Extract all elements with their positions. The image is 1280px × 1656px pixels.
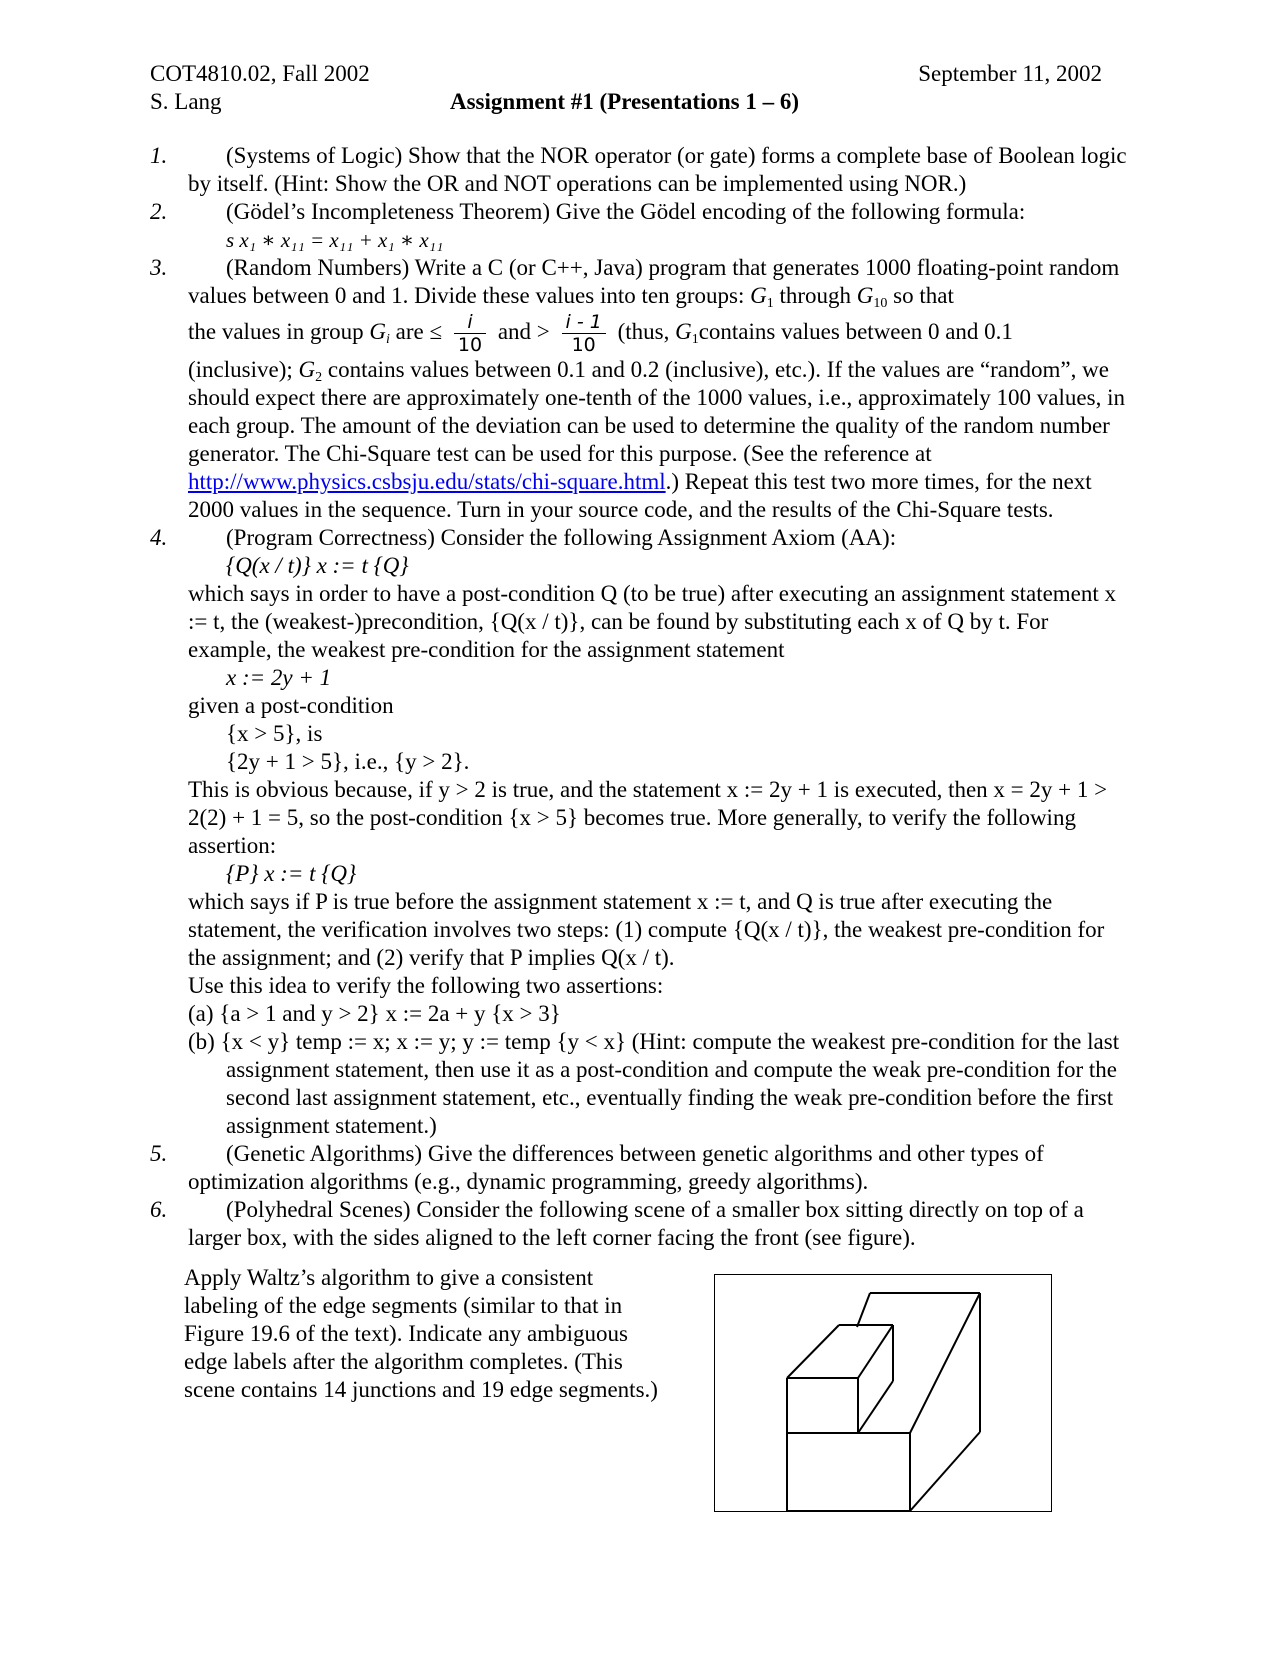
group-condition-line <box>188 310 1130 356</box>
question-6 <box>150 1196 1130 1252</box>
values-in-group-text: the values in group <box>188 319 370 344</box>
axiom-explanation: which says in order to have a post-condition Q (to be true) after executing an assignment statement x := t, the (weakest-)precondition, {Q(x / t)}, can be found by substituting each x of Q by t. For example, the weakest pre-condition for the assignment statement <box>188 581 1117 663</box>
pre-condition: {2y + 1 > 5}, i.e., {y > 2}. <box>226 749 470 775</box>
small-box-top-right <box>858 1325 893 1378</box>
document-page <box>150 60 1130 1524</box>
question-text: (Program Correctness) Consider the following Assignment Axiom (AA): <box>226 525 897 551</box>
general-assertion: {P} x := t {Q} <box>226 861 357 887</box>
thus-rest-text: contains values between 0 and 0.1 <box>698 319 1013 344</box>
question-5 <box>150 1140 1130 1196</box>
question-text: (Genetic Algorithms) Give the differences between genetic algorithms and other types of optimization algorithms (e.g., dynamic programming, greedy algorithms). <box>188 1141 1044 1195</box>
through-text: through <box>773 283 857 308</box>
fraction-i-over-10 <box>454 311 486 356</box>
question-number: 2. <box>150 199 168 224</box>
question-text: (Gödel’s Incompleteness Theorem) Give the Gödel encoding of the following formula: <box>226 199 1026 224</box>
question-3 <box>150 254 1130 524</box>
assignment-title: Assignment #1 (Presentations 1 – 6) <box>450 89 800 114</box>
thus-g-subscript: 1 <box>691 332 699 347</box>
question-text: (Random Numbers) Write a C (or C++, Java) program that generates 1000 floating-point random values between 0 and 1. Divide these values into ten groups: <box>188 255 1120 308</box>
author-label: S. Lang <box>150 89 222 114</box>
g1-subscript: 1 <box>766 296 774 311</box>
chi-square-link[interactable]: http://www.physics.csbsju.edu/stats/chi-square.html <box>188 469 666 495</box>
fraction-numerator: i <box>454 311 486 334</box>
question-4 <box>150 524 1130 1140</box>
rest1-text: (inclusive); <box>188 357 299 383</box>
large-box-side-bottom <box>910 1432 980 1511</box>
g2-symbol: G <box>298 357 316 383</box>
question-number: 1. <box>150 143 168 168</box>
question-text: (Systems of Logic) Show that the NOR operator (or gate) forms a complete base of Boolean logic by itself. (Hint: Show the OR and NOT operations can be implemented using NOR.) <box>188 143 1127 196</box>
use-idea-text: Use this idea to verify the following two assertions: <box>188 973 664 999</box>
godel-formula: s x₁ ∗ x₁₁ = x₁₁ + x₁ ∗ x₁₁ <box>226 228 444 252</box>
gi-subscript: i <box>386 332 390 347</box>
waltz-instructions: Apply Waltz’s algorithm to give a consistent labeling of the edge segments (similar to that in Figure 19.6 of the text). Indicate any ambiguous edge labels after the algorithm completes. (This scene contains 14 junctions and 19 edge segments.) <box>184 1265 658 1403</box>
question-number: 4. <box>150 525 168 551</box>
so-that-text: so that <box>887 283 954 308</box>
date-label: September 11, 2002 <box>918 61 1102 86</box>
verification-paragraph: which says if P is true before the assignment statement x := t, and Q is true after executing the statement, the verification involves two steps: (1) compute {Q(x / t)}, the weakest pre-condition for the assignment; and (2) verify that P implies Q(x / t). <box>188 889 1105 971</box>
assignment-axiom: {Q(x / t)} x := t {Q} <box>226 553 409 579</box>
question-number: 6. <box>150 1197 168 1223</box>
thus-text: (thus, <box>617 319 676 344</box>
given-text: given a post-condition <box>188 693 394 719</box>
gi-symbol: G <box>369 319 387 344</box>
and-gt-text: and > <box>497 319 550 344</box>
course-label: COT4810.02, Fall 2002 <box>150 61 370 86</box>
fraction-i-minus-1-over-10 <box>562 311 606 356</box>
question-number: 5. <box>150 1141 168 1167</box>
g10-symbol: G <box>856 283 874 308</box>
post-condition: {x > 5}, is <box>226 721 323 747</box>
question-1 <box>150 142 1130 198</box>
rest3-text: .) Repeat this test two more times, for the next 2000 values in the sequence. Turn in your source code, and the results of the Chi-Square tests. <box>188 469 1092 523</box>
question-number: 3. <box>150 255 168 280</box>
fraction-denominator: 10 <box>457 334 483 357</box>
assertion-b: (b) {x < y} temp := x; x := y; y := temp {y < x} (Hint: compute the weakest pre-condition for the last assignment statement, then use it as a post-condition and compute the weak pre-condition for the second last assignment statement, etc., eventually finding the weak pre-condition before the first assignment statement.) <box>188 1029 1120 1139</box>
g10-subscript: 10 <box>873 296 888 311</box>
boxes-drawing <box>715 1275 1051 1511</box>
g2-subscript: 2 <box>315 370 323 386</box>
assertion-a: (a) {a > 1 and y > 2} x := 2a + y {x > 3} <box>188 1001 561 1027</box>
question-6-figure-area <box>150 1264 1130 1524</box>
obvious-paragraph: This is obvious because, if y > 2 is true, and the statement x := 2y + 1 is executed, then x = 2y + 1 > 2(2) + 1 = 5, so the post-condition {x > 5} becomes true. More generally, to verify the following assertion: <box>188 777 1108 859</box>
large-box-top-diagonal <box>910 1293 980 1433</box>
g1-symbol: G <box>750 283 767 308</box>
small-box-side-bottom <box>858 1381 893 1433</box>
page-header <box>150 60 1130 120</box>
are-le-text: are ≤ <box>389 319 443 344</box>
small-box-top-left <box>787 1325 839 1378</box>
polyhedral-scene-figure <box>714 1274 1052 1512</box>
example-statement: x := 2y + 1 <box>226 665 332 691</box>
fraction-numerator: i - 1 <box>562 311 606 334</box>
question-text: (Polyhedral Scenes) Consider the following scene of a smaller box sitting directly on top of a larger box, with the sides aligned to the left corner facing the front (see figure). <box>188 1197 1084 1251</box>
large-box-top-left-back <box>857 1293 870 1327</box>
fraction-denominator: 10 <box>571 334 596 357</box>
question-3-continuation <box>188 356 1130 524</box>
thus-g-symbol: G <box>675 319 692 344</box>
rest2-text: contains values between 0.1 and 0.2 (inclusive), etc.). If the values are “random”, we should expect there are approximately one-tenth of the 1000 values, i.e., approximately 100 values, in each group. The amount of the deviation can be used to determine the quality of the random number generator. The Chi-Square test can be used for this purpose. (See the reference at <box>188 357 1125 467</box>
question-2 <box>150 198 1130 254</box>
